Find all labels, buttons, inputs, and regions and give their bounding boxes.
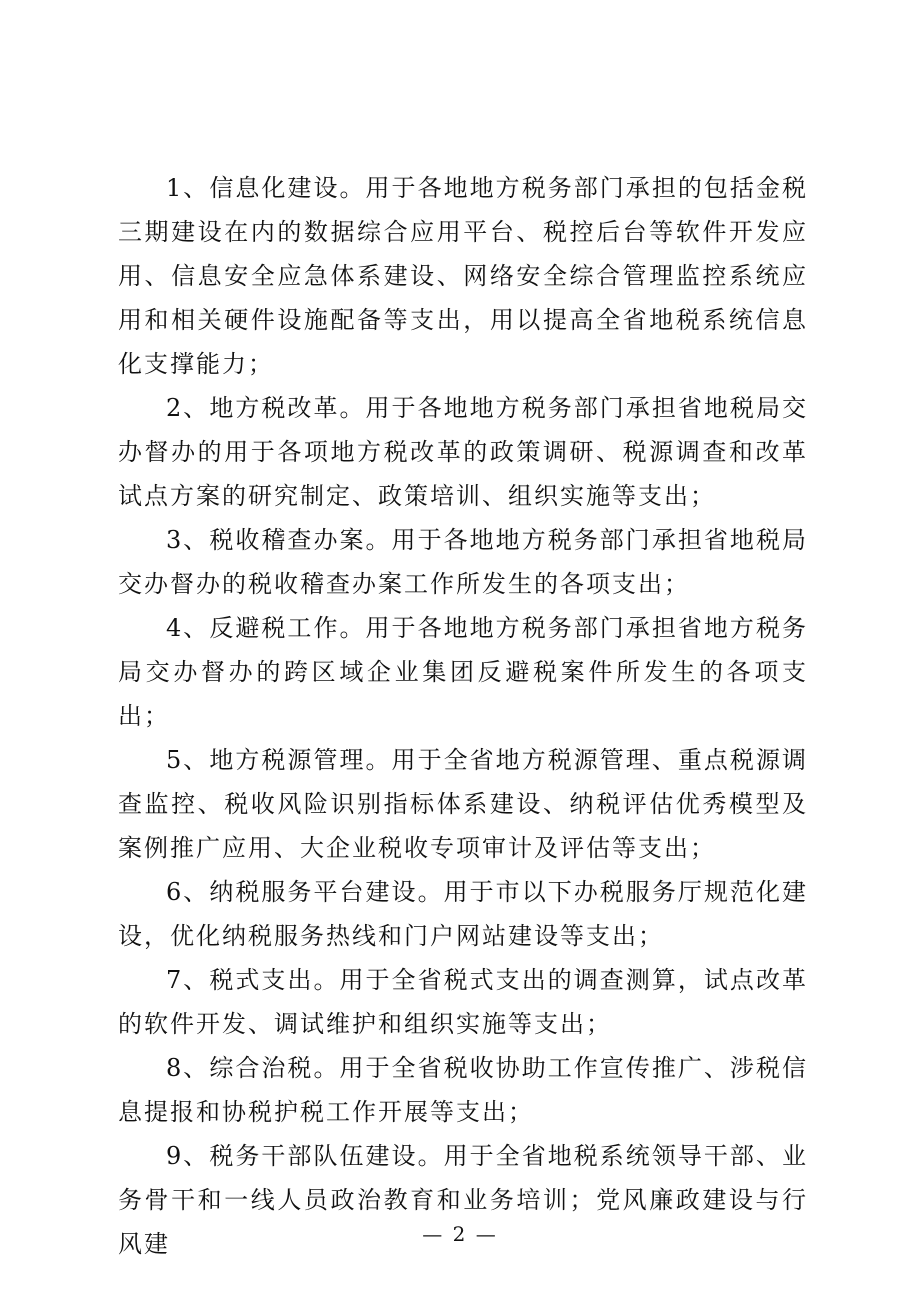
page-number: — 2 — bbox=[422, 1222, 498, 1246]
paragraph-item-4: 4、反避税工作。用于各地地方税务部门承担省地方税务局交办督办的跨区域企业集团反避税案件所发生的各项支出； bbox=[118, 614, 808, 730]
document-body bbox=[118, 166, 808, 1266]
paragraph-item-3: 3、税收稽查办案。用于各地地方税务部门承担省地税局交办督办的税收稽查办案工作所发生的各项支出； bbox=[118, 526, 808, 598]
paragraph-item-1: 1、信息化建设。用于各地地方税务部门承担的包括金税三期建设在内的数据综合应用平台、税控后台等软件开发应用、信息安全应急体系建设、网络安全综合管理监控系统应用和相关硬件设施配备等支出，用以提高全省地税系统信息化支撑能力； bbox=[118, 174, 808, 378]
paragraph-item-2: 2、地方税改革。用于各地地方税务部门承担省地税局交办督办的用于各项地方税改革的政策调研、税源调查和改革试点方案的研究制定、政策培训、组织实施等支出； bbox=[118, 394, 808, 510]
paragraph-item-8: 8、综合治税。用于全省税收协助工作宣传推广、涉税信息提报和协税护税工作开展等支出； bbox=[118, 1054, 808, 1126]
paragraph-item-9: 9、税务干部队伍建设。用于全省地税系统领导干部、业务骨干和一线人员政治教育和业务培训；党风廉政建设与行风建 bbox=[118, 1142, 808, 1258]
paragraph-item-6: 6、纳税服务平台建设。用于市以下办税服务厅规范化建设，优化纳税服务热线和门户网站建设等支出； bbox=[118, 878, 808, 950]
paragraph-item-5: 5、地方税源管理。用于全省地方税源管理、重点税源调查监控、税收风险识别指标体系建设、纳税评估优秀模型及案例推广应用、大企业税收专项审计及评估等支出； bbox=[118, 746, 808, 862]
paragraph-item-7: 7、税式支出。用于全省税式支出的调查测算，试点改革的软件开发、调试维护和组织实施等支出； bbox=[118, 966, 808, 1038]
